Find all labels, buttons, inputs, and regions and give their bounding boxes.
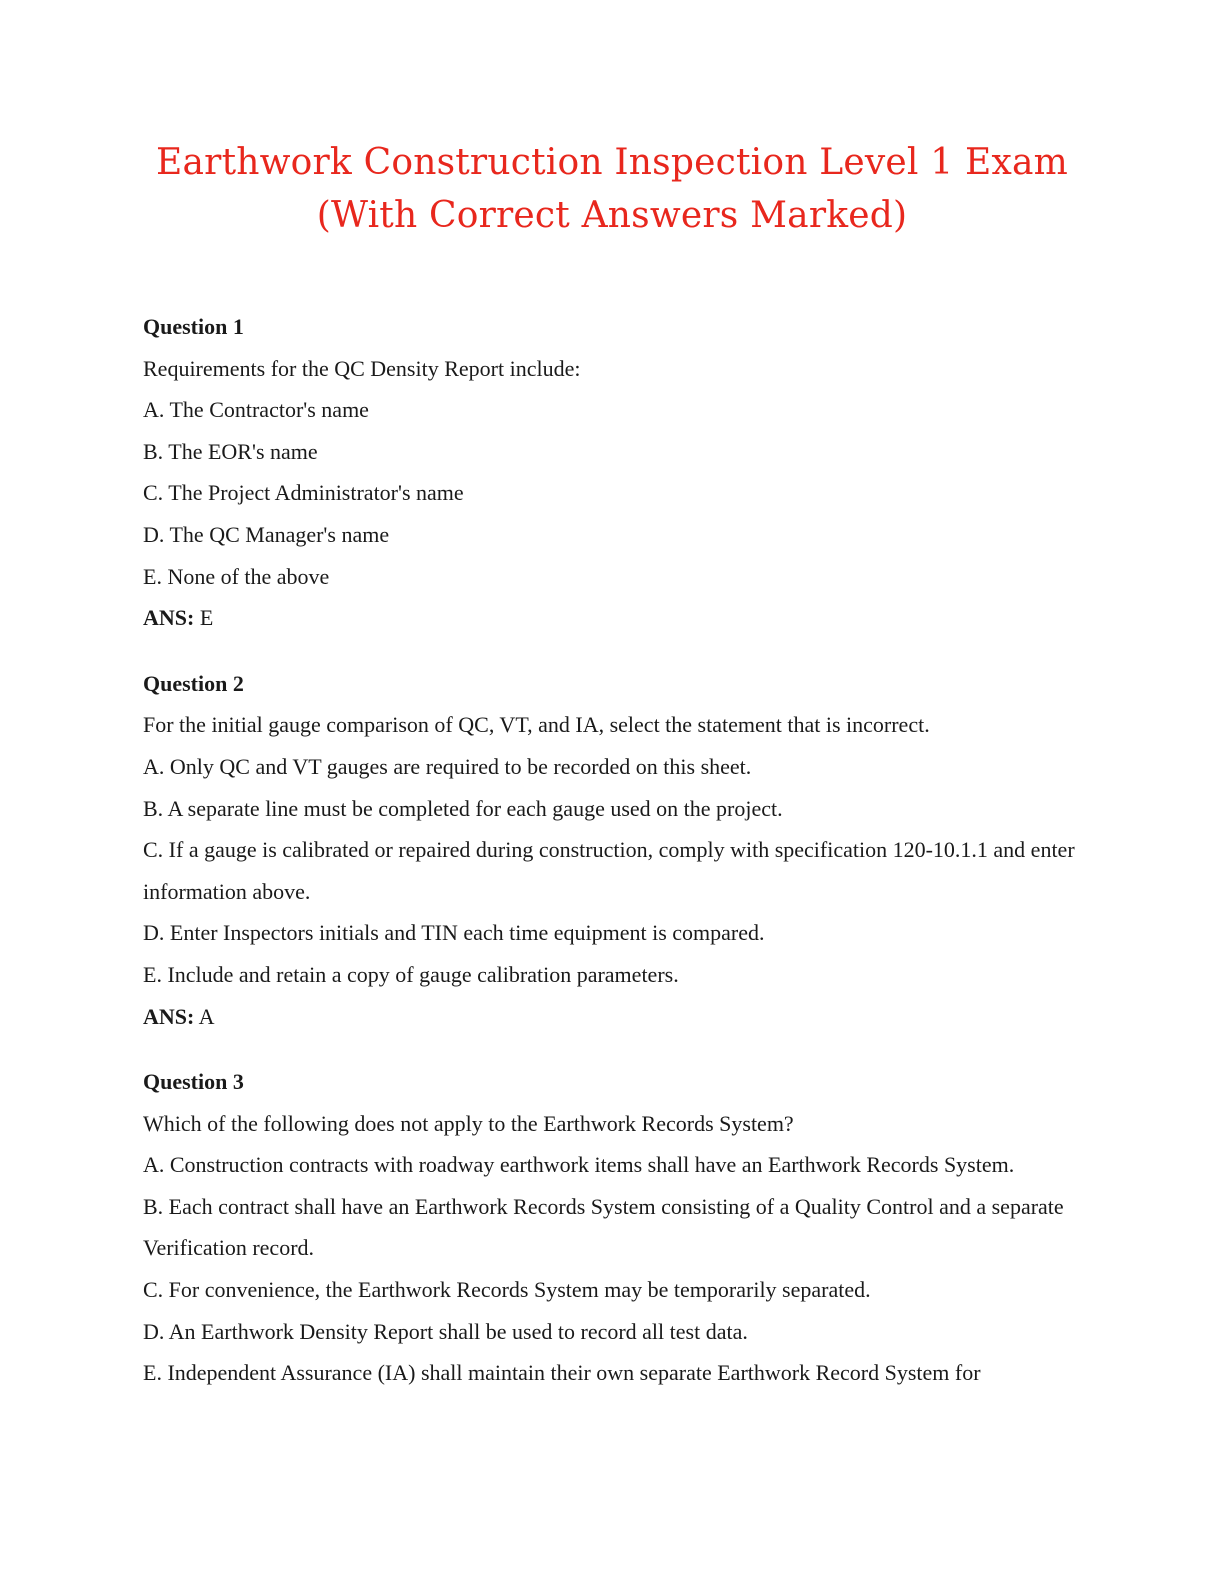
correct-answer: [143, 597, 1083, 639]
answer-option: D. The QC Manager's name: [143, 521, 390, 547]
question-heading: Question 3: [143, 1069, 244, 1095]
question-heading: Question 1: [143, 314, 244, 339]
question-prompt: For the initial gauge comparison of QC, VT, and IA, select the statement that is incorrect.: [143, 712, 930, 738]
question-2: [143, 663, 1083, 1037]
answer-value: A: [194, 1003, 215, 1029]
answer-option: A. Construction contracts with roadway earthwork items shall have an Earthwork Records System.: [143, 1152, 1015, 1178]
answer-option: E. Independent Assurance (IA) shall maintain their own separate Earthwork Record System for: [143, 1360, 981, 1386]
answer-option: C. The Project Administrator's name: [143, 480, 464, 506]
answer-option: E. Include and retain a copy of gauge calibration parameters.: [143, 961, 679, 987]
question-prompt: Which of the following does not apply to the Earthwork Records System?: [143, 1110, 794, 1136]
question-heading: Question 2: [143, 670, 244, 696]
answer-option: B. The EOR's name: [143, 438, 318, 464]
document-title: [0, 136, 1224, 242]
questions-list: [143, 306, 1083, 1418]
title-line-1: Earthwork Construction Inspection Level 1 Exam: [156, 142, 1068, 183]
question-prompt: Requirements for the QC Density Report include:: [143, 355, 581, 381]
correct-answer: [143, 996, 1083, 1038]
answer-label: ANS:: [143, 1003, 195, 1029]
answer-option: C. For convenience, the Earthwork Records System may be temporarily separated.: [143, 1277, 871, 1303]
answer-option: E. None of the above: [143, 563, 330, 589]
answer-option: B. Each contract shall have an Earthwork Records System consisting of a Quality Control and a separate Verification record.: [143, 1193, 1064, 1261]
question-3: [143, 1061, 1083, 1394]
answer-option: B. A separate line must be completed for each gauge used on the project.: [143, 795, 783, 821]
question-1: [143, 306, 1083, 639]
answer-value: E: [194, 605, 214, 631]
answer-label: ANS:: [143, 605, 195, 631]
answer-option: D. An Earthwork Density Report shall be used to record all test data.: [143, 1318, 748, 1344]
answer-option: D. Enter Inspectors initials and TIN each time equipment is compared.: [143, 920, 765, 946]
answer-option: A. Only QC and VT gauges are required to be recorded on this sheet.: [143, 753, 752, 779]
answer-option: A. The Contractor's name: [143, 397, 369, 423]
answer-option: C. If a gauge is calibrated or repaired during construction, comply with specification 120-10.1.1 and enter information above.: [143, 837, 1075, 904]
title-line-2: (With Correct Answers Marked): [316, 195, 908, 236]
